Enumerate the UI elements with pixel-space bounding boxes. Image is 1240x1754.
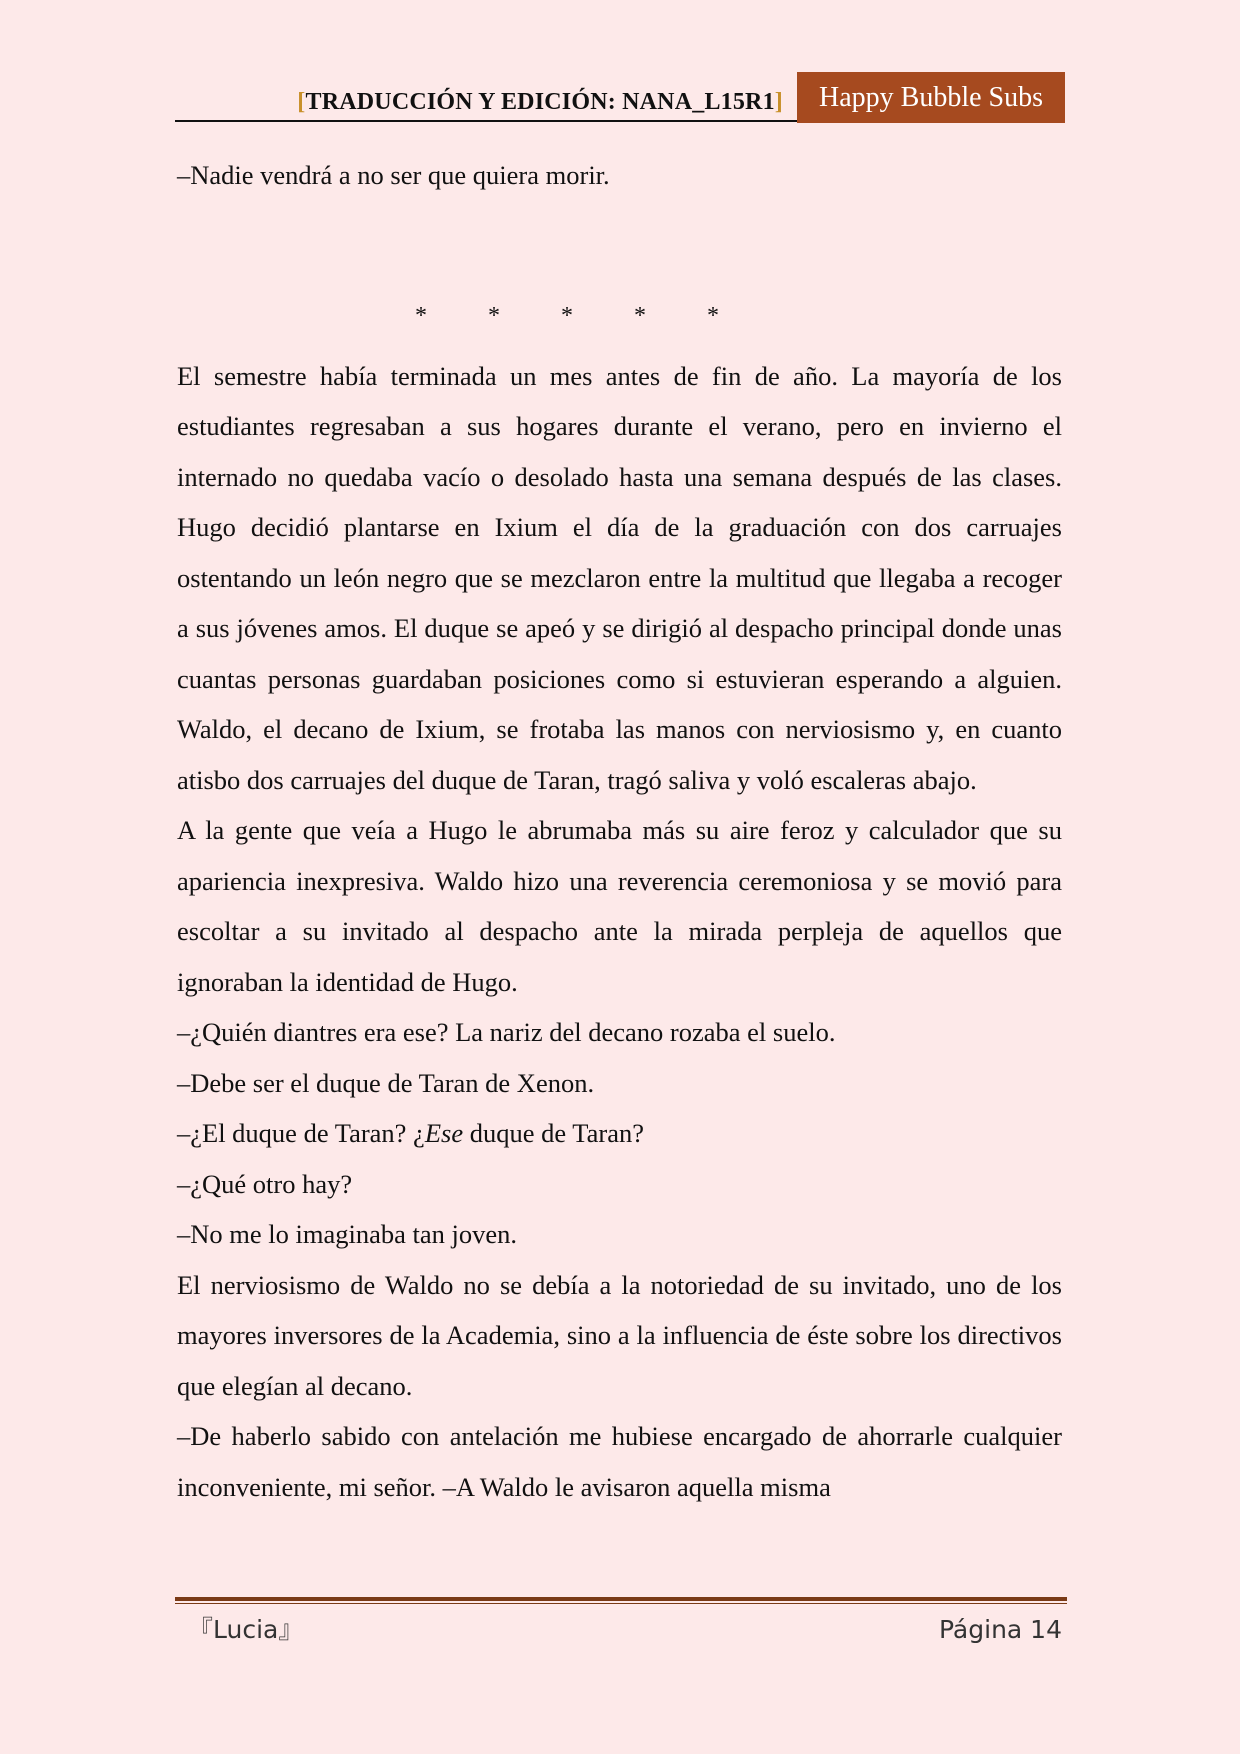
italic-line-after: duque de Taran? <box>463 1118 644 1148</box>
dialogue-line: –Debe ser el duque de Taran de Xenon. <box>177 1067 595 1098</box>
paragraph: El nerviosismo de Waldo no se debía a la notoriedad de su invitado, uno de los mayores inversores de la Academia, sino a la influencia de éste sobre los directivos que elegían al decano. <box>177 1269 1062 1401</box>
scene-separator <box>177 201 1062 351</box>
footer-book-title: 『Lucia』 <box>188 1615 304 1644</box>
footer-page-number: Página 14 <box>938 1615 1062 1644</box>
dialogue-line: –¿Quién diantres era ese? La nariz del decano rozaba el suelo. <box>177 1017 836 1047</box>
header-credit <box>175 72 797 122</box>
header-group-badge: Happy Bubble Subs <box>797 72 1065 123</box>
page-body <box>177 150 1062 1512</box>
separator-star: * <box>488 302 500 329</box>
separator-star: * <box>561 302 573 329</box>
header-title: TRADUCCIÓN Y EDICIÓN: NANA_L15R1 <box>305 89 775 115</box>
separator-star: * <box>415 302 427 329</box>
footer-rule-thin <box>175 1603 1067 1604</box>
separator-star: * <box>707 302 719 329</box>
dialogue-line: –No me lo imaginaba tan joven. <box>177 1219 517 1249</box>
header-bracket-open: [ <box>297 89 306 115</box>
paragraph: –De haberlo sabido con antelación me hubiese encargado de ahorrarle cualquier inconveniente, mi señor. –A Waldo le avisaron aquella misma <box>177 1421 1062 1502</box>
opening-line: –Nadie vendrá a no ser que quiera morir. <box>177 160 610 190</box>
dialogue-line <box>177 1108 1062 1159</box>
paragraph: A la gente que veía a Hugo le abrumaba más su aire feroz y calculador que su apariencia inexpresiva. Waldo hizo una reverencia ceremoniosa y se movió para escoltar a su invitado al despacho ante la mirada perpleja de aquellos que ignoraban la identidad de Hugo. <box>177 815 1062 997</box>
footer-rule <box>175 1597 1067 1601</box>
italic-word: Ese <box>424 1118 464 1148</box>
header-bracket-close: ] <box>774 89 783 115</box>
italic-line-before: –¿El duque de Taran? ¿ <box>177 1118 425 1148</box>
paragraph: El semestre había terminada un mes antes de fin de año. La mayoría de los estudiantes regresaban a sus hogares durante el verano, pero en invierno el internado no quedaba vacío o desolado hasta una semana después de las clases. Hugo decidió plantarse en Ixium el día de la graduación con dos carruajes ostentando un león negro que se mezclaron entre la multitud que llegaba a recoger a sus jóvenes amos. El duque se apeó y se dirigió al despacho principal donde unas cuantas personas guardaban posiciones como si estuvieran esperando a alguien. Waldo, el decano de Ixium, se frotaba las manos con nerviosismo y, en cuanto atisbo dos carruajes del duque de Taran, tragó saliva y voló escaleras abajo. <box>177 360 1062 795</box>
separator-star: * <box>634 302 646 329</box>
dialogue-line: –¿Qué otro hay? <box>177 1168 353 1199</box>
page-header <box>175 72 1065 124</box>
